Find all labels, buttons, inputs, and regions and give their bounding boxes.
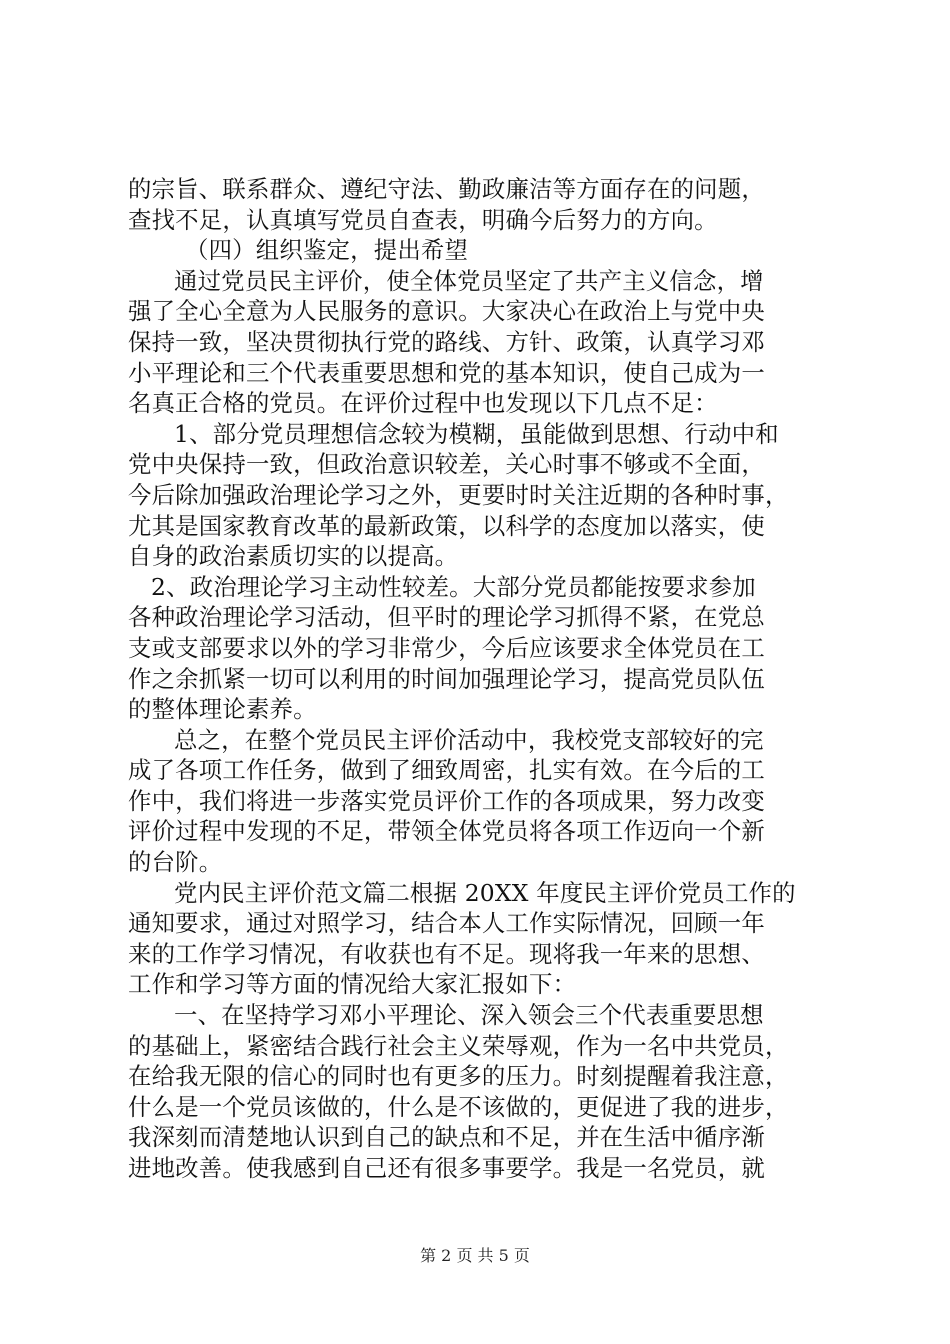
text-line: 进地改善。使我感到自己还有很多事要学。我是一名党员，就	[128, 1154, 765, 1182]
paragraph-start-line: 党内民主评价范文篇二根据 20XX 年度民主评价党员工作的	[174, 878, 796, 907]
text-line: 评价过程中发现的不足，带领全体党员将各项工作迈向一个新	[128, 817, 765, 846]
text-line: 工作和学习等方面的情况给大家汇报如下：	[128, 970, 577, 999]
text-line: 的台阶。	[128, 848, 223, 877]
page-footer	[0, 1243, 950, 1266]
text-line: 作中，我们将进一步落实党员评价工作的各项成果，努力改变	[128, 786, 765, 815]
text-line: 各种政治理论学习活动，但平时的理论学习抓得不紧，在党总	[128, 603, 765, 632]
text-line: 作之余抓紧一切可以利用的时间加强理论学习，提高党员队伍	[128, 664, 765, 693]
text-line: 的基础上，紧密结合践行社会主义荣辱观，作为一名中共党员，	[128, 1031, 789, 1060]
text-line: 小平理论和三个代表重要思想和党的基本知识，使自己成为一	[128, 358, 765, 387]
text-line: 的整体理论素养。	[128, 695, 317, 724]
page-number: 第 2 页 共 5 页	[420, 1246, 530, 1265]
text-line: 支或支部要求以外的学习非常少，今后应该要求全体党员在工	[128, 633, 765, 662]
list-item-start-line: 2、政治理论学习主动性较差。大部分党员都能按要求参加	[151, 572, 756, 601]
text-line: 名真正合格的党员。在评价过程中也发现以下几点不足：	[128, 389, 718, 418]
text-line: 通知要求，通过对照学习，结合本人工作实际情况，回顾一年	[128, 909, 765, 938]
text-line: 强了全心全意为人民服务的意识。大家决心在政治上与党中央	[128, 297, 765, 326]
text-line: 党中央保持一致，但政治意识较差，关心时事不够或不全面，	[128, 450, 765, 479]
text-line: 成了各项工作任务，做到了细致周密，扎实有效。在今后的工	[128, 756, 765, 785]
text-line: 今后除加强政治理论学习之外，更要时时关注近期的各种时事，	[128, 480, 789, 509]
body-text	[128, 174, 828, 1184]
text-line: 查找不足，认真填写党员自查表，明确今后努力的方向。	[128, 205, 718, 234]
text-line: 来的工作学习情况，有收获也有不足。现将我一年来的思想、	[128, 939, 765, 968]
text-line: 的宗旨、联系群众、遵纪守法、勤政廉洁等方面存在的问题，	[128, 175, 765, 203]
text-line: 自身的政治素质切实的以提高。	[128, 542, 459, 571]
text-line: 在给我无限的信心的同时也有更多的压力。时刻提醒着我注意，	[128, 1062, 789, 1091]
paragraph-start-line: 一、在坚持学习邓小平理论、深入领会三个代表重要思想	[174, 1001, 764, 1030]
paragraph-start-line: 通过党员民主评价，使全体党员坚定了共产主义信念，增	[174, 266, 764, 295]
text-line: 我深刻而清楚地认识到自己的缺点和不足，并在生活中循序渐	[128, 1123, 765, 1152]
section-heading: （四）组织鉴定，提出希望	[185, 236, 469, 265]
text-line: 什么是一个党员该做的，什么是不该做的，更促进了我的进步，	[128, 1092, 789, 1121]
paragraph-start-line: 总之，在整个党员民主评价活动中，我校党支部较好的完	[174, 725, 764, 754]
list-item-start-line: 1、部分党员理想信念较为模糊，虽能做到思想、行动中和	[174, 419, 779, 448]
text-line: 尤其是国家教育改革的最新政策，以科学的态度加以落实，使	[128, 511, 765, 540]
text-line: 保持一致，坚决贯彻执行党的路线、方针、政策，认真学习邓	[128, 327, 765, 356]
